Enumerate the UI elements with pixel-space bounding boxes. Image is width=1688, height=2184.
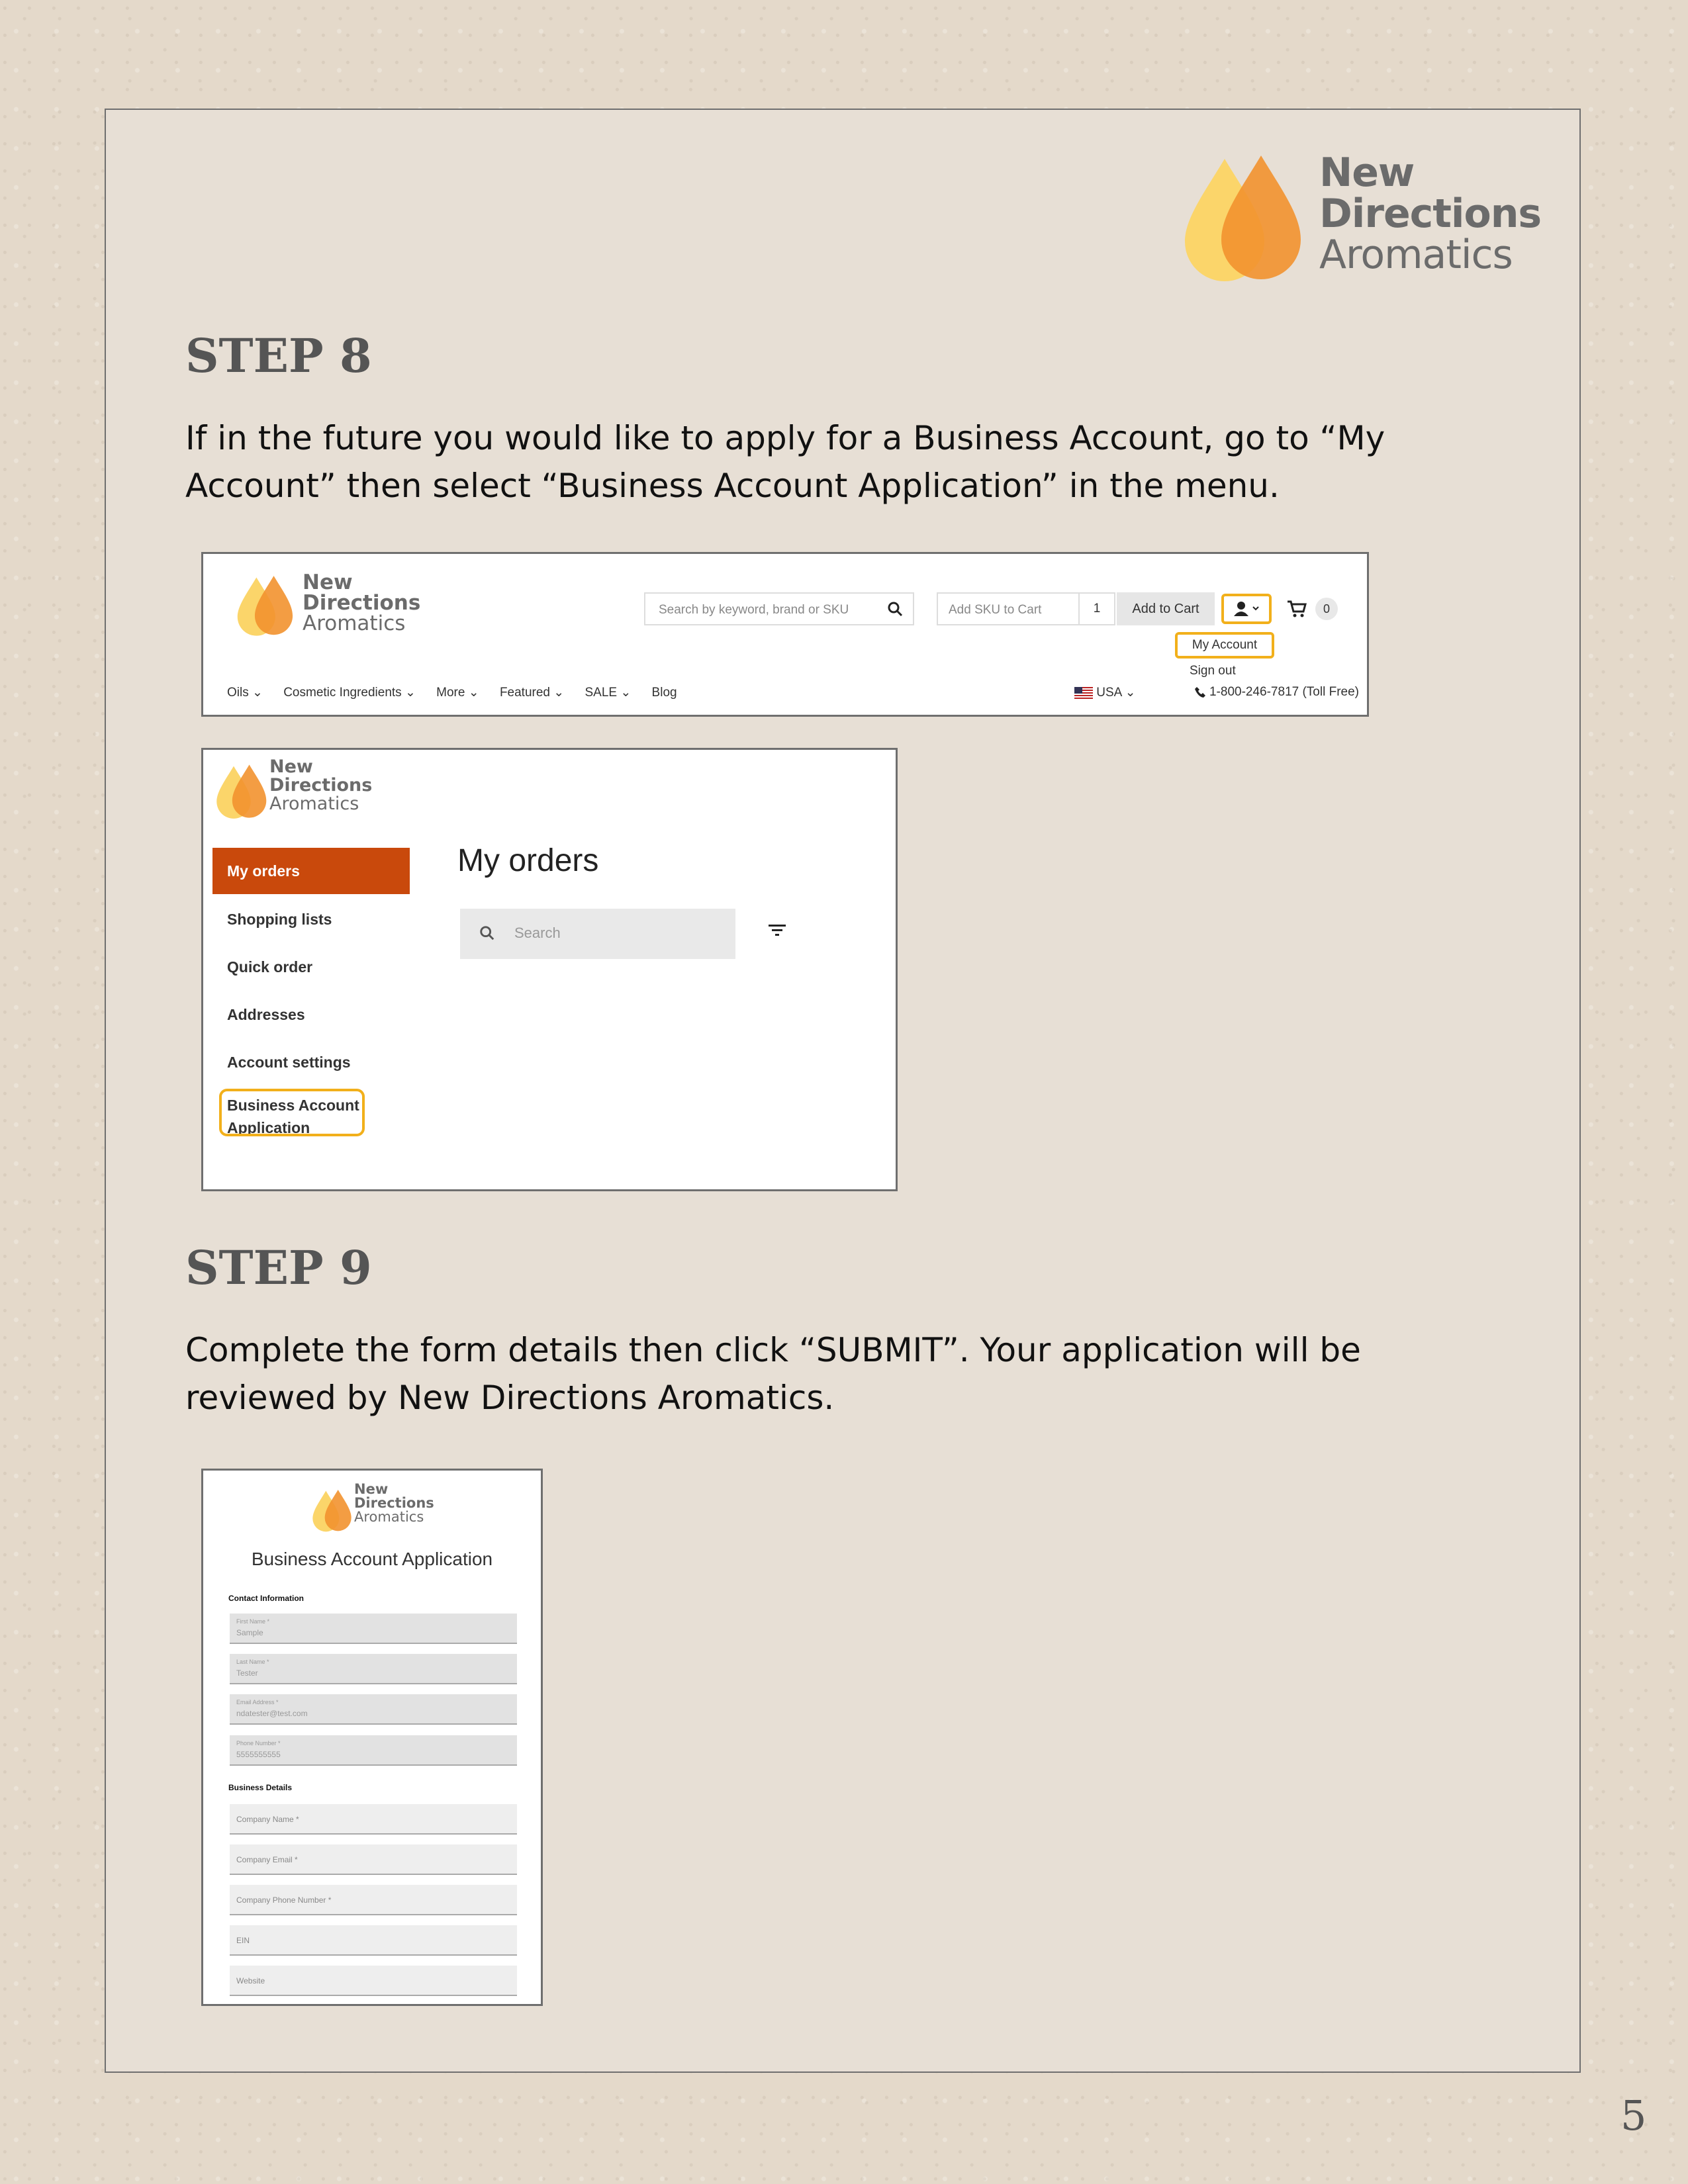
field-label: Last Name * (236, 1659, 269, 1665)
phone-text: 1-800-246-7817 (Toll Free) (1209, 685, 1359, 699)
account-screenshot (201, 748, 898, 1191)
website-field[interactable] (230, 1966, 517, 1996)
brand-line3: Aromatics (354, 1509, 424, 1525)
last-name-field[interactable] (230, 1654, 517, 1684)
brand-line1: New (269, 756, 313, 777)
field-label: Company Email * (236, 1855, 298, 1864)
account-logo (214, 756, 373, 821)
account-sidebar (212, 848, 410, 1139)
sidebar-item-shopping-lists[interactable]: Shopping lists (227, 911, 332, 928)
company-email-field[interactable] (230, 1844, 517, 1875)
biz-app-line1: Business Account (227, 1097, 359, 1114)
drops-logo-icon (1178, 146, 1317, 285)
sign-out-menu-item[interactable]: Sign out (1190, 664, 1236, 678)
company-phone-field[interactable] (230, 1885, 517, 1915)
field-value: ndatester@test.com (236, 1709, 308, 1718)
field-value: Tester (236, 1668, 258, 1678)
sidebar-item-quick-order[interactable]: Quick order (227, 958, 313, 976)
brand-line3: Aromatics (269, 794, 359, 814)
contact-section-heading: Contact Information (228, 1594, 304, 1603)
orders-search-placeholder: Search (514, 925, 561, 941)
main-nav (227, 685, 694, 700)
phone-field[interactable] (230, 1735, 517, 1766)
nav-blog[interactable]: Blog (651, 686, 677, 700)
field-label: Phone Number * (236, 1740, 281, 1747)
field-label: Company Phone Number * (236, 1895, 332, 1905)
email-field[interactable] (230, 1694, 517, 1725)
nav-more[interactable]: More ⌄ (436, 686, 479, 700)
field-value: 5555555555 (236, 1750, 281, 1759)
brand-line3: Aromatics (303, 612, 406, 635)
field-label: Email Address * (236, 1699, 279, 1706)
brand-line2: Directions (269, 775, 373, 796)
us-flag-icon (1074, 687, 1093, 699)
brand-line1: New (354, 1481, 389, 1497)
search-icon (886, 600, 904, 617)
form-logo (309, 1482, 435, 1533)
cart-icon[interactable] (1286, 599, 1307, 619)
brand-line2: Directions (354, 1495, 434, 1511)
page-title: My orders (457, 843, 599, 878)
account-button[interactable] (1221, 594, 1272, 624)
business-section-heading: Business Details (228, 1783, 293, 1792)
step8-heading: STEP 8 (185, 328, 372, 383)
brand-line2: Directions (303, 591, 421, 615)
field-label: First Name * (236, 1618, 270, 1625)
sidebar-item-account-settings[interactable]: Account settings (227, 1054, 351, 1071)
sku-placeholder: Add SKU to Cart (949, 603, 1042, 617)
drops-logo-icon (231, 571, 304, 637)
header-logo (231, 570, 421, 637)
nav-sale[interactable]: SALE ⌄ (585, 686, 632, 700)
sku-input[interactable] (937, 592, 1080, 625)
brand-line2: Directions (1319, 191, 1542, 237)
phone-number[interactable] (1167, 685, 1359, 700)
form-screenshot (201, 1469, 543, 2006)
field-label: EIN (236, 1936, 250, 1945)
region-label: USA ⌄ (1096, 686, 1136, 700)
page-number: 5 (1620, 2091, 1647, 2140)
cart-count-badge: 0 (1315, 598, 1338, 620)
field-value: Sample (236, 1628, 263, 1637)
orders-search-input[interactable] (460, 909, 735, 959)
field-label: Company Name * (236, 1815, 299, 1824)
ein-field[interactable] (230, 1925, 517, 1956)
search-icon (477, 923, 497, 943)
first-name-field[interactable] (230, 1614, 517, 1644)
company-name-field[interactable] (230, 1804, 517, 1835)
my-account-menu-item[interactable]: My Account (1175, 632, 1274, 659)
sidebar-item-business-account-application[interactable] (212, 1090, 410, 1139)
qty-input[interactable]: 1 (1080, 592, 1115, 625)
drops-logo-icon (309, 1486, 358, 1533)
sidebar-item-my-orders[interactable]: My orders (212, 848, 410, 894)
filter-icon[interactable] (767, 922, 787, 938)
field-label: Website (236, 1976, 265, 1985)
brand-line3: Aromatics (1319, 232, 1513, 278)
header-screenshot (201, 552, 1369, 717)
site-search-input[interactable] (644, 592, 914, 625)
biz-app-line2: Application (227, 1119, 310, 1136)
brand-line1: New (1319, 150, 1415, 196)
region-selector[interactable] (1074, 685, 1136, 700)
nav-oils[interactable]: Oils ⌄ (227, 686, 263, 700)
search-placeholder: Search by keyword, brand or SKU (659, 603, 849, 617)
add-to-cart-button[interactable]: Add to Cart (1117, 592, 1215, 625)
nav-featured[interactable]: Featured ⌄ (499, 686, 565, 700)
sidebar-item-addresses[interactable]: Addresses (227, 1006, 305, 1023)
form-title: Business Account Application (251, 1549, 493, 1569)
drops-logo-icon (214, 760, 273, 820)
phone-icon (1194, 686, 1206, 698)
step9-heading: STEP 9 (185, 1240, 372, 1295)
brand-logo (1178, 146, 1542, 285)
brand-line1: New (303, 570, 353, 594)
step8-text: If in the future you would like to apply for a Business Account, go to “My Account” then select “Business Account Application” in the menu. (185, 419, 1385, 505)
nav-cosmetic-ingredients[interactable]: Cosmetic Ingredients ⌄ (283, 686, 416, 700)
step9-text: Complete the form details then click “SUBMIT”. Your application will be reviewed by New Directions Aromatics. (185, 1331, 1361, 1417)
user-icon (1224, 596, 1264, 621)
highlight-box (219, 1089, 365, 1136)
